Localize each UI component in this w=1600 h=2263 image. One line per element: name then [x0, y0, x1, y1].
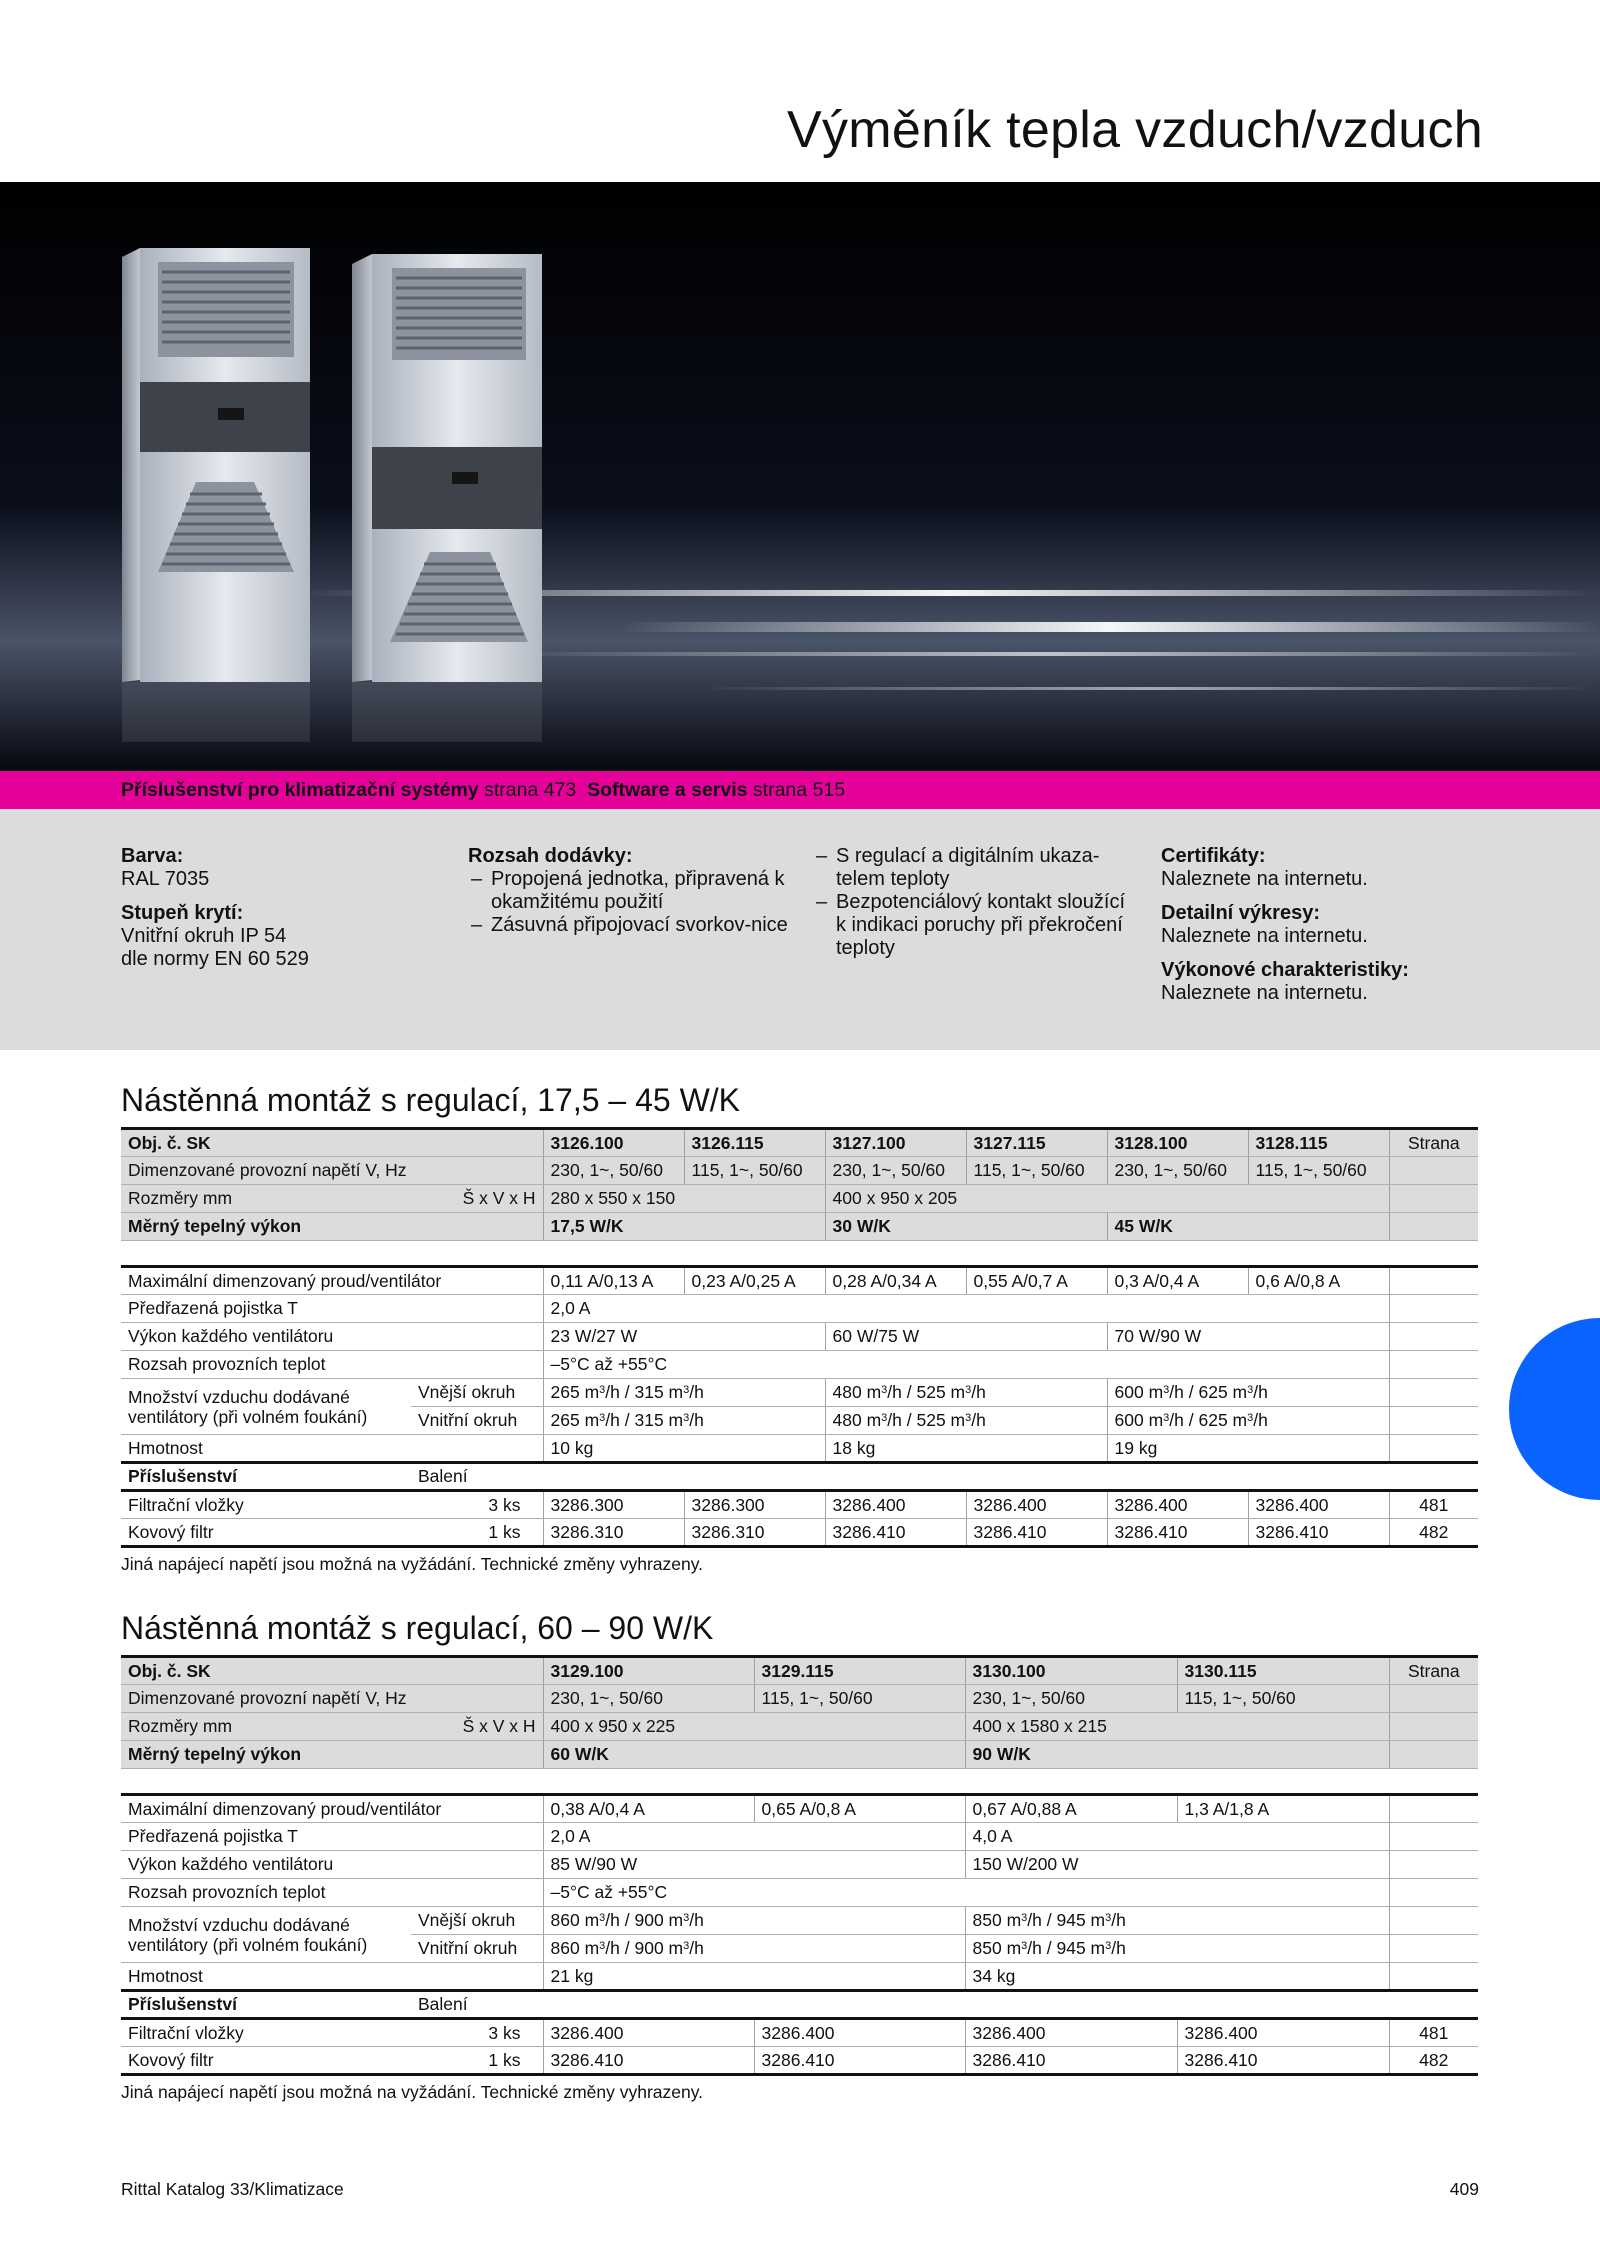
empty-cell	[1389, 1935, 1478, 1963]
accessory-label: Příslušenství	[121, 1463, 411, 1491]
model-number: 3128.115	[1248, 1129, 1389, 1157]
metal-cell: 3286.410	[754, 2047, 965, 2075]
current-cell: 0,65 A/0,8 A	[754, 1795, 965, 1823]
temp-label: Rozsah provozních teplot	[121, 1879, 543, 1907]
heat-exchanger-unit-right	[352, 254, 542, 742]
air-value: /h	[689, 1910, 704, 1930]
table-row	[121, 1351, 1478, 1379]
model-number: 3130.100	[965, 1657, 1177, 1685]
voltage-cell: 115, 1~, 50/60	[1248, 1157, 1389, 1185]
air-cell: 480 $m^3/h / 525$ $m^3/h$	[825, 1379, 1107, 1407]
cert-label: Certifikáty:	[1161, 845, 1266, 867]
current-cell: 0,11 A/0,13 A	[543, 1267, 684, 1295]
current-cell: 0,3 A/0,4 A	[1107, 1267, 1248, 1295]
metal-pack: 1 ks	[331, 2047, 543, 2075]
accessory-link-climate[interactable]: Příslušenství pro klimatizační systémy	[121, 779, 479, 801]
air-value: 600 m	[1114, 1382, 1164, 1402]
air-value: 480 m	[832, 1410, 882, 1430]
accessory-page-software: strana 515	[747, 779, 846, 801]
page-title: Výměník tepla vzduch/vzduch	[786, 101, 1483, 159]
accessory-link-software[interactable]: Software a servis	[587, 779, 748, 801]
feature-item: – S regulací a digitálním ukaza-telem teploty	[813, 845, 1133, 891]
pack-label: Balení	[411, 1991, 543, 2019]
weight-cell: 18 kg	[825, 1435, 1107, 1463]
accessory-bar	[0, 771, 1600, 809]
filter-cell: 3286.300	[543, 1491, 684, 1519]
spec-table-2	[121, 1655, 1478, 2076]
air-outer-label: Vnější okruh	[411, 1379, 543, 1407]
empty-cell	[1389, 1879, 1478, 1907]
air-value: /h / 945 m	[1027, 1938, 1106, 1958]
air-value: /h / 525 m	[887, 1410, 966, 1430]
metal-cell: 3286.410	[1177, 2047, 1389, 2075]
air-value: /h	[689, 1410, 704, 1430]
air-cell: 265 $m^3/h / 315$ $m^3/h$	[543, 1407, 825, 1435]
air-value: 860 m	[550, 1910, 600, 1930]
fan-cell: 60 W/75 W	[825, 1323, 1107, 1351]
air-value: /h / 625 m	[1169, 1410, 1248, 1430]
info-panel	[0, 809, 1600, 1050]
metal-cell: 3286.410	[966, 1519, 1107, 1547]
table-row	[121, 1185, 1478, 1213]
metal-cell: 3286.410	[543, 2047, 754, 2075]
model-number: 3127.100	[825, 1129, 966, 1157]
table-row	[121, 1741, 1478, 1769]
weight-cell: 21 kg	[543, 1963, 965, 1991]
air-value: /h	[1111, 1910, 1126, 1930]
empty-cell	[1389, 1213, 1478, 1241]
hero-image	[0, 182, 1600, 771]
spec-table-1	[121, 1127, 1478, 1548]
model-number: 3129.115	[754, 1657, 965, 1685]
weight-cell: 34 kg	[965, 1963, 1389, 1991]
voltage-cell: 230, 1~, 50/60	[965, 1685, 1177, 1713]
air-value: /h	[1253, 1410, 1268, 1430]
air-cell: 860 $m^3/h / 900$ $m^3/h$	[543, 1935, 965, 1963]
empty-cell	[1389, 1157, 1478, 1185]
table-row	[121, 1851, 1478, 1879]
fan-cell: 23 W/27 W	[543, 1323, 825, 1351]
drawings-value: Naleznete na internetu.	[1161, 925, 1368, 947]
info-col-features	[813, 845, 1133, 960]
fan-cell: 150 W/200 W	[965, 1851, 1389, 1879]
model-number: 3127.115	[966, 1129, 1107, 1157]
protection-line1: Vnitřní okruh IP 54	[121, 925, 287, 947]
fan-label: Výkon každého ventilátoru	[121, 1851, 543, 1879]
filter-cell: 3286.400	[965, 2019, 1177, 2047]
empty-cell	[1389, 1907, 1478, 1935]
cert-value: Naleznete na internetu.	[1161, 868, 1368, 890]
voltage-cell: 115, 1~, 50/60	[1177, 1685, 1389, 1713]
air-value: /h	[1111, 1938, 1126, 1958]
air-value: /h / 315 m	[605, 1382, 684, 1402]
filter-cell: 3286.400	[543, 2019, 754, 2047]
filter-cell: 3286.400	[1107, 1491, 1248, 1519]
current-cell: 0,23 A/0,25 A	[684, 1267, 825, 1295]
table-row	[121, 1491, 1478, 1519]
delivery-item: – Zásuvná připojovací svorkov-nice	[468, 914, 788, 937]
footer-catalog: Rittal Katalog 33/Klimatizace	[121, 2179, 344, 2199]
model-number: 3126.115	[684, 1129, 825, 1157]
table2-title: Nástěnná montáž s regulací, 60 – 90 W/K	[121, 1610, 714, 1646]
air-value: /h / 900 m	[605, 1938, 684, 1958]
empty-cell	[1389, 1741, 1478, 1769]
weight-cell: 19 kg	[1107, 1435, 1389, 1463]
weight-cell: 10 kg	[543, 1435, 825, 1463]
table-row	[121, 1879, 1478, 1907]
characteristics-label: Výkonové charakteristiky:	[1161, 959, 1409, 981]
table-spacer	[121, 1769, 1478, 1795]
protection-label: Stupeň krytí:	[121, 902, 244, 924]
protection-line2: dle normy EN 60 529	[121, 948, 309, 970]
fuse-label: Předřazená pojistka T	[121, 1295, 543, 1323]
power-cell: 45 W/K	[1107, 1213, 1389, 1241]
table-row	[121, 1213, 1478, 1241]
filter-page: 481	[1389, 2019, 1478, 2047]
empty-cell	[1389, 1323, 1478, 1351]
table-row	[121, 1823, 1478, 1851]
table-row	[121, 2019, 1478, 2047]
metal-cell: 3286.410	[965, 2047, 1177, 2075]
empty-cell	[1389, 1351, 1478, 1379]
filter-label: Filtrační vložky	[121, 2019, 331, 2047]
fan-cell: 70 W/90 W	[1107, 1323, 1389, 1351]
air-value: /h / 900 m	[605, 1910, 684, 1930]
metal-cell: 3286.310	[684, 1519, 825, 1547]
dims-label: Rozměry mm	[121, 1713, 411, 1741]
filter-label: Filtrační vložky	[121, 1491, 331, 1519]
empty-cell	[1389, 1685, 1478, 1713]
table-row	[121, 1157, 1478, 1185]
weight-label: Hmotnost	[121, 1435, 543, 1463]
voltage-cell: 115, 1~, 50/60	[684, 1157, 825, 1185]
air-value: /h / 625 m	[1169, 1382, 1248, 1402]
voltage-cell: 230, 1~, 50/60	[1107, 1157, 1248, 1185]
fuse-label: Předřazená pojistka T	[121, 1823, 543, 1851]
metal-pack: 1 ks	[331, 1519, 543, 1547]
voltage-cell: 230, 1~, 50/60	[543, 1157, 684, 1185]
filter-pack: 3 ks	[331, 1491, 543, 1519]
empty-cell	[1389, 1823, 1478, 1851]
table-row	[121, 1519, 1478, 1547]
temp-cell: –5°C až +55°C	[543, 1879, 1389, 1907]
table-row	[121, 1129, 1478, 1157]
filter-cell: 3286.300	[684, 1491, 825, 1519]
voltage-label: Dimenzované provozní napětí V, Hz	[121, 1685, 543, 1713]
air-value: 480 m	[832, 1382, 882, 1402]
obj-label: Obj. č. SK	[121, 1129, 543, 1157]
filter-cell: 3286.400	[825, 1491, 966, 1519]
filter-cell: 3286.400	[1248, 1491, 1389, 1519]
accessory-label: Příslušenství	[121, 1991, 411, 2019]
filter-cell: 3286.400	[966, 1491, 1107, 1519]
air-cell: 850 $m^3/h / 945$ $m^3/h$	[965, 1907, 1389, 1935]
chapter-tab	[1509, 1318, 1600, 1500]
current-cell: 0,28 A/0,34 A	[825, 1267, 966, 1295]
model-number: 3128.100	[1107, 1129, 1248, 1157]
dims-cell: 400 x 950 x 205	[825, 1185, 1389, 1213]
air-inner-label: Vnitřní okruh	[411, 1407, 543, 1435]
table-spacer	[121, 1241, 1478, 1267]
air-value: /h	[689, 1382, 704, 1402]
air-value: /h / 945 m	[1027, 1910, 1106, 1930]
drawings-label: Detailní výkresy:	[1161, 902, 1320, 924]
strana-header: Strana	[1389, 1657, 1478, 1685]
fuse-cell: 2,0 A	[543, 1295, 1389, 1323]
empty-cell	[1389, 1379, 1478, 1407]
air-value: /h	[1253, 1382, 1268, 1402]
dims-cell: 280 x 550 x 150	[543, 1185, 825, 1213]
air-inner-label: Vnitřní okruh	[411, 1935, 543, 1963]
metal-cell: 3286.410	[1107, 1519, 1248, 1547]
dims-unit: Š x V x H	[411, 1185, 543, 1213]
voltage-label: Dimenzované provozní napětí V, Hz	[121, 1157, 543, 1185]
table-row	[121, 1323, 1478, 1351]
air-value: 265 m	[550, 1410, 600, 1430]
filter-pack: 3 ks	[331, 2019, 543, 2047]
air-value: /h	[689, 1938, 704, 1958]
empty-cell	[1389, 1963, 1478, 1991]
table-row	[121, 1713, 1478, 1741]
air-value: 850 m	[972, 1938, 1022, 1958]
air-value: /h / 315 m	[605, 1410, 684, 1430]
dims-label: Rozměry mm	[121, 1185, 411, 1213]
delivery-label: Rozsah dodávky:	[468, 845, 633, 867]
heat-exchanger-unit-left	[122, 248, 310, 742]
air-label: Množství vzduchu dodávané ventilátory (při volném foukání)	[121, 1907, 411, 1963]
current-label: Maximální dimenzovaný proud/ventilátor	[121, 1795, 543, 1823]
air-value: /h	[971, 1410, 986, 1430]
power-label: Měrný tepelný výkon	[121, 1213, 543, 1241]
model-number: 3129.100	[543, 1657, 754, 1685]
power-label: Měrný tepelný výkon	[121, 1741, 543, 1769]
empty-cell	[1389, 1185, 1478, 1213]
fan-label: Výkon každého ventilátoru	[121, 1323, 543, 1351]
table2-note: Jiná napájecí napětí jsou možná na vyžádání. Technické změny vyhrazeny.	[121, 2082, 704, 2102]
empty-cell	[1389, 1713, 1478, 1741]
info-col-delivery	[468, 845, 788, 937]
table-row	[121, 1463, 1478, 1491]
voltage-cell: 230, 1~, 50/60	[543, 1685, 754, 1713]
table1-note: Jiná napájecí napětí jsou možná na vyžádání. Technické změny vyhrazeny.	[121, 1554, 704, 1574]
delivery-item: – Propojená jednotka, připravená k okamžitému použití	[468, 868, 788, 914]
table-row	[121, 1963, 1478, 1991]
table-row	[121, 1657, 1478, 1685]
power-cell: 30 W/K	[825, 1213, 1107, 1241]
voltage-cell: 115, 1~, 50/60	[754, 1685, 965, 1713]
table-row	[121, 1991, 1478, 2019]
fuse-cell: 2,0 A	[543, 1823, 965, 1851]
air-label: Množství vzduchu dodávané ventilátory (při volném foukání)	[121, 1379, 411, 1435]
air-value: 860 m	[550, 1938, 600, 1958]
table-row	[121, 1685, 1478, 1713]
metal-cell: 3286.410	[1248, 1519, 1389, 1547]
air-cell: 850 $m^3/h / 945$ $m^3/h$	[965, 1935, 1389, 1963]
current-cell: 1,3 A/1,8 A	[1177, 1795, 1389, 1823]
empty-cell	[1389, 1407, 1478, 1435]
empty-cell	[1389, 1435, 1478, 1463]
info-col-color	[121, 845, 421, 971]
table-row	[121, 1379, 1478, 1407]
table-row	[121, 1267, 1478, 1295]
metal-label: Kovový filtr	[121, 2047, 331, 2075]
air-value: 850 m	[972, 1910, 1022, 1930]
air-value: /h	[971, 1382, 986, 1402]
metal-page: 482	[1389, 2047, 1478, 2075]
empty-cell	[1389, 1795, 1478, 1823]
air-cell: 265 $m^3/h / 315$ $m^3/h$	[543, 1379, 825, 1407]
table-row	[121, 2047, 1478, 2075]
temp-cell: –5°C až +55°C	[543, 1351, 1389, 1379]
air-cell: 860 $m^3/h / 900$ $m^3/h$	[543, 1907, 965, 1935]
temp-label: Rozsah provozních teplot	[121, 1351, 543, 1379]
color-value: RAL 7035	[121, 868, 210, 890]
characteristics-value: Naleznete na internetu.	[1161, 982, 1368, 1004]
power-cell: 60 W/K	[543, 1741, 965, 1769]
power-cell: 90 W/K	[965, 1741, 1389, 1769]
power-cell: 17,5 W/K	[543, 1213, 825, 1241]
filter-cell: 3286.400	[1177, 2019, 1389, 2047]
current-cell: 0,55 A/0,7 A	[966, 1267, 1107, 1295]
metal-cell: 3286.310	[543, 1519, 684, 1547]
empty-cell	[543, 1991, 1478, 2019]
page-number: 409	[1449, 2179, 1479, 2199]
air-outer-label: Vnější okruh	[411, 1907, 543, 1935]
table-row	[121, 1295, 1478, 1323]
weight-label: Hmotnost	[121, 1963, 543, 1991]
model-number: 3126.100	[543, 1129, 684, 1157]
current-label: Maximální dimenzovaný proud/ventilátor	[121, 1267, 543, 1295]
table-row	[121, 1795, 1478, 1823]
feature-item: – Bezpotenciálový kontakt sloužící k indikaci poruchy při překročení teploty	[813, 891, 1133, 960]
air-value: 265 m	[550, 1382, 600, 1402]
current-cell: 0,6 A/0,8 A	[1248, 1267, 1389, 1295]
fan-cell: 85 W/90 W	[543, 1851, 965, 1879]
filter-page: 481	[1389, 1491, 1478, 1519]
empty-cell	[1389, 1267, 1478, 1295]
voltage-cell: 115, 1~, 50/60	[966, 1157, 1107, 1185]
empty-cell	[543, 1463, 1478, 1491]
voltage-cell: 230, 1~, 50/60	[825, 1157, 966, 1185]
air-cell: 480 $m^3/h / 525$ $m^3/h$	[825, 1407, 1107, 1435]
fuse-cell: 4,0 A	[965, 1823, 1389, 1851]
dims-cell: 400 x 950 x 225	[543, 1713, 965, 1741]
metal-label: Kovový filtr	[121, 1519, 331, 1547]
filter-cell: 3286.400	[754, 2019, 965, 2047]
air-cell: 600 $m^3/h / 625$ $m^3/h$	[1107, 1379, 1389, 1407]
air-cell: 600 $m^3/h / 625$ $m^3/h$	[1107, 1407, 1389, 1435]
current-cell: 0,38 A/0,4 A	[543, 1795, 754, 1823]
strana-header: Strana	[1389, 1129, 1478, 1157]
info-col-certs	[1161, 845, 1491, 1005]
pack-label: Balení	[411, 1463, 543, 1491]
color-label: Barva:	[121, 845, 184, 867]
model-number: 3130.115	[1177, 1657, 1389, 1685]
current-cell: 0,67 A/0,88 A	[965, 1795, 1177, 1823]
obj-label: Obj. č. SK	[121, 1657, 543, 1685]
empty-cell	[1389, 1295, 1478, 1323]
table-row	[121, 1435, 1478, 1463]
empty-cell	[1389, 1851, 1478, 1879]
table-row	[121, 1907, 1478, 1935]
metal-cell: 3286.410	[825, 1519, 966, 1547]
dims-unit: Š x V x H	[411, 1713, 543, 1741]
air-value: /h / 525 m	[887, 1382, 966, 1402]
dims-cell: 400 x 1580 x 215	[965, 1713, 1389, 1741]
air-value: 600 m	[1114, 1410, 1164, 1430]
metal-page: 482	[1389, 1519, 1478, 1547]
accessory-page-climate: strana 473	[478, 779, 577, 801]
table1-title: Nástěnná montáž s regulací, 17,5 – 45 W/K	[121, 1082, 740, 1118]
